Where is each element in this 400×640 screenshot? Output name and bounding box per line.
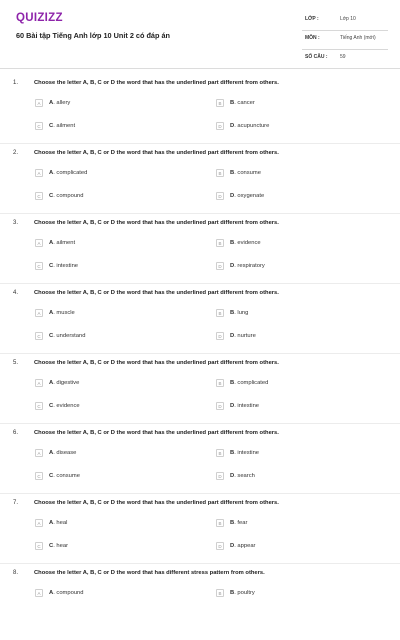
question-divider xyxy=(0,493,400,494)
option-text: lung xyxy=(237,310,249,316)
option-text: consume xyxy=(237,170,261,176)
option-label: C. hear xyxy=(49,543,69,549)
option-letter: A xyxy=(49,310,54,316)
option-label: C. compound xyxy=(49,193,84,199)
option-label: C. understand xyxy=(49,333,86,339)
option-letter: C xyxy=(49,123,54,129)
option-checkbox[interactable]: D xyxy=(216,542,224,550)
option-text: intestine xyxy=(237,403,260,409)
option-label: A. heal xyxy=(49,520,68,526)
option-letter: B xyxy=(230,520,235,526)
question-text: Choose the letter A, B, C or D the word that has the underlined part different from others. xyxy=(34,80,279,86)
option-text: search xyxy=(237,473,255,479)
answer-option-b[interactable] xyxy=(216,448,259,458)
option-text: fear xyxy=(237,520,248,526)
option-text: understand xyxy=(56,333,86,339)
question-text: Choose the letter A, B, C or D the word that has the underlined part different from others. xyxy=(34,360,279,366)
answer-option-d[interactable] xyxy=(216,191,264,201)
answer-option-c[interactable] xyxy=(35,331,85,341)
answer-option-d[interactable] xyxy=(216,401,259,411)
option-label: B. poultry xyxy=(230,590,255,596)
option-text: poultry xyxy=(237,590,255,596)
option-label: B. complicated xyxy=(230,380,269,386)
option-checkbox[interactable]: D xyxy=(216,122,224,130)
question-divider xyxy=(0,213,400,214)
option-letter: C xyxy=(49,403,54,409)
answer-option-c[interactable] xyxy=(35,191,84,201)
meta-label: SỐ CÂU : xyxy=(305,54,328,60)
answer-option-b[interactable] xyxy=(216,98,255,108)
answer-option-a[interactable] xyxy=(35,168,87,178)
question-item xyxy=(0,500,400,570)
answer-option-d[interactable] xyxy=(216,471,255,481)
question-divider xyxy=(0,283,400,284)
worksheet-title: 60 Bài tập Tiếng Anh lớp 10 Unit 2 có đáp án xyxy=(16,31,170,40)
answer-option-d[interactable] xyxy=(216,331,256,341)
question-number: 3. xyxy=(13,220,19,226)
answer-option-a[interactable] xyxy=(35,518,67,528)
option-letter: D xyxy=(230,123,235,129)
answer-option-b[interactable] xyxy=(216,168,261,178)
option-text: appear xyxy=(237,543,256,549)
option-text: heal xyxy=(56,520,68,526)
worksheet-header xyxy=(0,0,400,74)
option-label: A. complicated xyxy=(49,170,88,176)
answer-option-d[interactable] xyxy=(216,261,265,271)
option-text: oxygenate xyxy=(237,193,265,199)
option-text: hear xyxy=(56,543,69,549)
option-checkbox[interactable]: B xyxy=(216,309,224,317)
answer-option-b[interactable] xyxy=(216,238,261,248)
option-label: D. search xyxy=(230,473,255,479)
option-checkbox[interactable]: B xyxy=(216,379,224,387)
option-letter: B xyxy=(230,380,235,386)
option-text: intestine xyxy=(237,450,260,456)
question-number: 8. xyxy=(13,570,19,576)
question-text: Choose the letter A, B, C or D the word that has the underlined part different from others. xyxy=(34,430,279,436)
answer-option-b[interactable] xyxy=(216,588,255,598)
question-number: 7. xyxy=(13,500,19,506)
question-item xyxy=(0,150,400,220)
option-text: complicated xyxy=(56,170,88,176)
answer-option-a[interactable] xyxy=(35,308,75,318)
answer-option-a[interactable] xyxy=(35,378,79,388)
question-number: 5. xyxy=(13,360,19,366)
option-text: ailment xyxy=(56,123,76,129)
option-text: compound xyxy=(56,193,84,199)
option-label: D. appear xyxy=(230,543,256,549)
option-checkbox[interactable]: A xyxy=(35,239,43,247)
option-checkbox[interactable]: C xyxy=(35,122,43,130)
answer-option-d[interactable] xyxy=(216,541,255,551)
option-label: A. muscle xyxy=(49,310,75,316)
meta-label: LỚP : xyxy=(305,16,319,22)
option-letter: B xyxy=(230,170,235,176)
option-letter: C xyxy=(49,473,54,479)
answer-option-c[interactable] xyxy=(35,401,80,411)
option-text: muscle xyxy=(56,310,75,316)
option-text: evidence xyxy=(237,240,261,246)
option-label: A. ailment xyxy=(49,240,76,246)
option-checkbox[interactable]: C xyxy=(35,542,43,550)
option-letter: A xyxy=(49,240,54,246)
meta-label: MÔN : xyxy=(305,35,320,41)
option-checkbox[interactable]: D xyxy=(216,472,224,480)
question-item xyxy=(0,290,400,360)
option-label: C. intestine xyxy=(49,263,79,269)
question-divider xyxy=(0,143,400,144)
option-letter: C xyxy=(49,543,54,549)
answer-option-c[interactable] xyxy=(35,121,75,131)
question-item xyxy=(0,570,400,640)
option-letter: C xyxy=(49,193,54,199)
option-label: C. evidence xyxy=(49,403,80,409)
option-checkbox[interactable]: C xyxy=(35,192,43,200)
option-label: D. oxygenate xyxy=(230,193,265,199)
question-text: Choose the letter A, B, C or D the word that has the underlined part different from others. xyxy=(34,220,279,226)
option-letter: A xyxy=(49,520,54,526)
question-number: 1. xyxy=(13,80,19,86)
option-checkbox[interactable]: A xyxy=(35,99,43,107)
option-letter: B xyxy=(230,240,235,246)
option-letter: A xyxy=(49,380,54,386)
question-number: 2. xyxy=(13,150,19,156)
option-label: A. compound xyxy=(49,590,84,596)
question-item xyxy=(0,430,400,500)
header-divider xyxy=(0,68,400,69)
option-label: D. respiratory xyxy=(230,263,265,269)
meta-row-class xyxy=(302,12,388,31)
meta-row-subject xyxy=(302,31,388,50)
option-label: D. nurture xyxy=(230,333,256,339)
option-checkbox[interactable]: D xyxy=(216,262,224,270)
option-letter: C xyxy=(49,263,54,269)
worksheet-meta xyxy=(302,12,388,68)
option-label: C. ailment xyxy=(49,123,76,129)
question-text: Choose the letter A, B, C or D the word that has the underlined part different from others. xyxy=(34,500,279,506)
option-text: intestine xyxy=(56,263,79,269)
question-divider xyxy=(0,423,400,424)
answer-option-a[interactable] xyxy=(35,98,70,108)
option-label: A. allery xyxy=(49,100,71,106)
question-number: 6. xyxy=(13,430,19,436)
option-label: D. acupuncture xyxy=(230,123,270,129)
option-checkbox[interactable]: B xyxy=(216,589,224,597)
option-letter: C xyxy=(49,333,54,339)
option-letter: A xyxy=(49,170,54,176)
answer-option-c[interactable] xyxy=(35,471,80,481)
option-label: A. digestive xyxy=(49,380,80,386)
answer-option-d[interactable] xyxy=(216,121,269,131)
option-text: disease xyxy=(56,450,77,456)
answer-option-c[interactable] xyxy=(35,541,68,551)
option-text: acupuncture xyxy=(237,123,270,129)
option-letter: B xyxy=(230,310,235,316)
option-checkbox[interactable]: D xyxy=(216,402,224,410)
option-checkbox[interactable]: A xyxy=(35,449,43,457)
option-label: B. consume xyxy=(230,170,261,176)
option-letter: B xyxy=(230,450,235,456)
option-checkbox[interactable]: A xyxy=(35,589,43,597)
option-checkbox[interactable]: B xyxy=(216,99,224,107)
option-checkbox[interactable]: A xyxy=(35,379,43,387)
option-text: evidence xyxy=(56,403,80,409)
option-checkbox[interactable]: A xyxy=(35,169,43,177)
meta-value: Tiếng Anh (mới) xyxy=(340,35,376,41)
option-label: B. cancer xyxy=(230,100,255,106)
option-letter: A xyxy=(49,590,54,596)
option-text: consume xyxy=(56,473,80,479)
option-text: nurture xyxy=(237,333,256,339)
option-letter: D xyxy=(230,403,235,409)
question-text: Choose the letter A, B, C or D the word that has the underlined part different from others. xyxy=(34,290,279,296)
option-text: complicated xyxy=(237,380,269,386)
quizizz-logo[interactable]: QUIZIZZ xyxy=(16,12,63,24)
option-letter: A xyxy=(49,450,54,456)
option-label: B. evidence xyxy=(230,240,261,246)
question-text: Choose the letter A, B, C or D the word that has the underlined part different from others. xyxy=(34,150,279,156)
question-divider xyxy=(0,353,400,354)
option-label: B. intestine xyxy=(230,450,260,456)
option-letter: B xyxy=(230,100,235,106)
question-item xyxy=(0,80,400,150)
option-checkbox[interactable]: B xyxy=(216,169,224,177)
option-letter: D xyxy=(230,543,235,549)
answer-option-c[interactable] xyxy=(35,261,78,271)
option-checkbox[interactable]: C xyxy=(35,332,43,340)
option-checkbox[interactable]: D xyxy=(216,332,224,340)
option-checkbox[interactable]: B xyxy=(216,519,224,527)
answer-option-b[interactable] xyxy=(216,308,248,318)
option-letter: D xyxy=(230,473,235,479)
option-checkbox[interactable]: C xyxy=(35,262,43,270)
option-checkbox[interactable]: B xyxy=(216,449,224,457)
answer-option-b[interactable] xyxy=(216,518,247,528)
answer-option-a[interactable] xyxy=(35,588,84,598)
option-label: C. consume xyxy=(49,473,80,479)
option-letter: D xyxy=(230,193,235,199)
option-label: A. disease xyxy=(49,450,77,456)
option-letter: A xyxy=(49,100,54,106)
meta-row-count xyxy=(302,50,388,68)
option-text: ailment xyxy=(56,240,76,246)
answer-option-a[interactable] xyxy=(35,238,75,248)
option-text: digestive xyxy=(56,380,80,386)
option-letter: D xyxy=(230,333,235,339)
option-label: B. lung xyxy=(230,310,249,316)
meta-value: Lớp 10 xyxy=(340,16,356,22)
meta-value: 59 xyxy=(340,54,346,60)
option-letter: D xyxy=(230,263,235,269)
option-letter: B xyxy=(230,590,235,596)
option-label: B. fear xyxy=(230,520,248,526)
option-checkbox[interactable]: A xyxy=(35,309,43,317)
question-item xyxy=(0,360,400,430)
option-text: allery xyxy=(56,100,71,106)
option-checkbox[interactable]: B xyxy=(216,239,224,247)
option-checkbox[interactable]: C xyxy=(35,402,43,410)
option-checkbox[interactable]: A xyxy=(35,519,43,527)
option-text: compound xyxy=(56,590,84,596)
option-checkbox[interactable]: D xyxy=(216,192,224,200)
question-number: 4. xyxy=(13,290,19,296)
option-text: cancer xyxy=(237,100,255,106)
option-text: respiratory xyxy=(237,263,265,269)
question-item xyxy=(0,220,400,290)
answer-option-b[interactable] xyxy=(216,378,268,388)
option-label: D. intestine xyxy=(230,403,260,409)
answer-option-a[interactable] xyxy=(35,448,76,458)
option-checkbox[interactable]: C xyxy=(35,472,43,480)
question-divider xyxy=(0,563,400,564)
question-text: Choose the letter A, B, C or D the word that has different stress pattern from others. xyxy=(34,570,265,576)
